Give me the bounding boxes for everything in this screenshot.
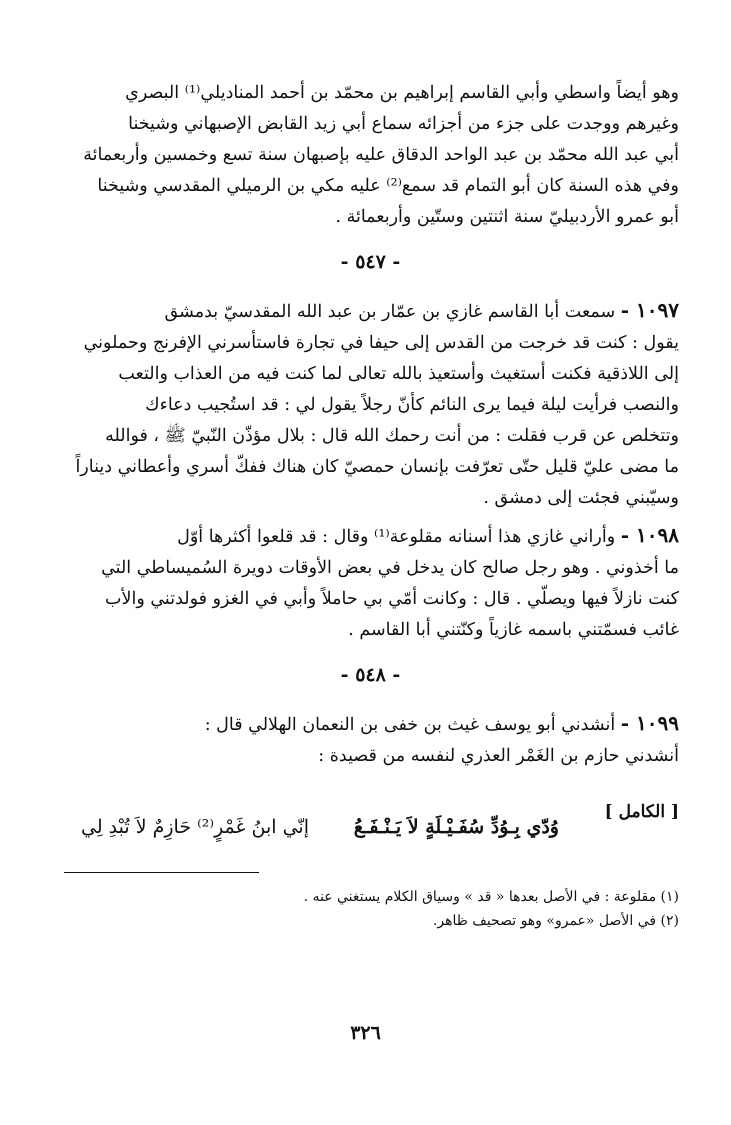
entry-number: ١٠٩٧ -: [620, 298, 679, 322]
footnote: (١) مقلوعة : في الأصل بعدها « قد » وسياق الكلام يستغني عنه .: [303, 889, 679, 905]
text-line: وغيرهم ووجدت على جزء من أجزائه سماع أبي زيد القابض الإصبهاني وشيخنا: [128, 114, 679, 134]
text-line: وتتخلص عن قرب فقلت : من أنت رحمك الله قال : بلال مؤذّن النّبيّ ﷺ ، فوالله: [105, 426, 679, 446]
text-line: وأراني غازي هذا أسنانه مقلوعة⁽¹⁾ وقال : قد قلعوا أكثرها أوّل: [177, 527, 616, 547]
text-line: والنصب فرأيت ليلة فيما يرى النائم كأنّ رجلاً يقول لي : قد استُجيب دعاءك: [145, 395, 679, 415]
text-line: أنشدني أبو يوسف غيث بن خفى بن النعمان الهلالي قال :: [204, 715, 616, 735]
text-line: يقول : كنت قد خرجت من القدس إلى حيفا في تجارة فاستأسرني الإفرنج وحملوني: [83, 333, 679, 353]
intro-paragraph: [62, 78, 679, 233]
section-number-548: - ٥٤٨ -: [340, 664, 401, 686]
text-line: كنت نازلاً فيها ويصلّي . قال : وكانت أمّي بي حاملاً وأبي في الغزو فولدتني والأب: [105, 589, 679, 609]
text-line: وهو أيضاً واسطي وأبي القاسم إبراهيم بن محمّد بن أحمد المناديلي⁽¹⁾ البصري: [125, 83, 679, 103]
text-line: ما مضى عليّ قليل حتّى تعرّفت بإنسان حمصيّ كان هناك ففكّ أسري وأعطاني ديناراً: [75, 457, 679, 477]
entry-1097: [62, 295, 679, 514]
entry-first-line: [62, 295, 679, 328]
verse-second-hemistich: وُدّي بِـوُدِّ سُفَـيْـلَةٍ لاَ يَـنْـفَـعُ: [353, 816, 559, 838]
footnote: (٢) في الأصل «عمرو» وهو تصحيف ظاهر.: [432, 913, 679, 929]
entry-1098: [62, 520, 679, 646]
verse-meter: [ الكامل ]: [604, 802, 679, 822]
entry-first-line: [62, 708, 679, 741]
text-line: سمعت أبا القاسم غازي بن عمّار بن عبد الله المقدسيّ بدمشق: [164, 302, 616, 322]
text-line: أبي عبد الله محمّد بن عبد الواحد الدقاق عليه بإصبهان سنة تسع وخمسين وأربعمائة: [83, 145, 679, 165]
page-number: ٣٢٦: [350, 1022, 381, 1044]
entry-1099: [62, 708, 679, 772]
entry-number: ١٠٩٩ -: [620, 711, 679, 735]
section-number-547: - ٥٤٧ -: [340, 251, 401, 273]
text-line: أنشدني حازم بن الغَمْر العذري لنفسه من قصيدة :: [318, 746, 679, 766]
text-line: وفي هذه السنة كان أبو التمام قد سمع⁽²⁾ عليه مكي بن الرميلي المقدسي وشيخنا: [97, 176, 679, 196]
text-line: إلى اللاذقية فكنت أستغيث وأستعيذ بالله تعالى لما كنت فيه من العذاب والتعب: [118, 364, 679, 384]
verse-first-hemistich: إنّي ابنُ غَمْرٍ⁽²⁾ حَازِمٌ لاَ تُبْدِ لِي: [81, 816, 309, 838]
footnote-divider-wrap: [62, 872, 679, 873]
footnotes: [62, 885, 679, 933]
poem-verse: [62, 802, 679, 850]
text-line: ما أخذوني . وهو رجل صالح كان يدخل في بعض الأوقات دويرة السُميساطي التي: [101, 558, 679, 578]
footnote-divider: [64, 872, 259, 873]
text-line: وسيّبني فجئت إلى دمشق .: [483, 488, 679, 508]
entry-first-line: [62, 520, 679, 553]
text-line: غائب فسمّتني باسمه غازياً وكنّتني أبا القاسم .: [348, 620, 679, 640]
entry-number: ١٠٩٨ -: [620, 523, 679, 547]
text-line: أبو عمرو الأردبيليّ سنة اثنتين وستّين وأربعمائة .: [335, 207, 679, 227]
